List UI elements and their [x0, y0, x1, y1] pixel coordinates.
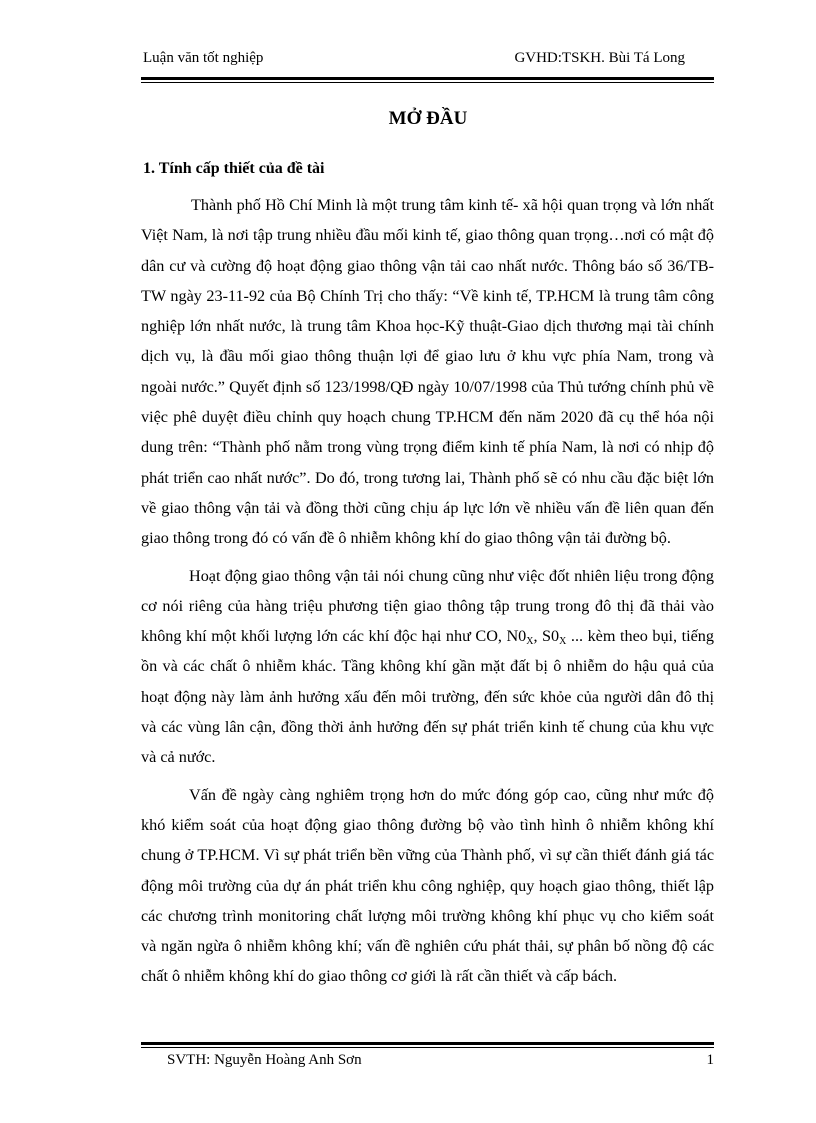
paragraph-2-part-a: Hoạt động giao thông vận tải nói chung cũng như việc đốt nhiên liệu trong động cơ nói riêng của hàng triệu phương tiện giao thông tập trung trong đô thị đã thải vào không khí một khối lượng lớn các khí độc hại như CO, N0	[141, 566, 714, 646]
header-rule	[141, 77, 714, 80]
paragraph-2-part-b: , S0	[533, 627, 560, 646]
subscript-x-1: X	[526, 636, 534, 648]
paragraph-3: Vấn đề ngày càng nghiêm trọng hơn do mức đóng góp cao, cũng như mức độ khó kiểm soát của hoạt động giao thông đường bộ vào tình hình ô nhiễm không khí chung ở TP.HCM. Vì sự phát triển bền vững của Thành phố, vì sự cần thiết đánh giá tác động môi trường của dự án phát triển khu công nghiệp, quy hoạch giao thông, thiết lập các chương trình monitoring chất lượng môi trường không khí phục vụ cho kiểm soát và ngăn ngừa ô nhiễm không khí; vấn đề nghiên cứu phát thải, sự phân bố nồng độ các chất ô nhiễm không khí do giao thông cơ giới là rất cần thiết và cấp bách.	[141, 785, 714, 986]
footer-rule-thin	[141, 1047, 714, 1048]
paragraph-1: Thành phố Hồ Chí Minh là một trung tâm kinh tế- xã hội quan trọng và lớn nhất Việt Nam, là nơi tập trung nhiều đầu mối kinh tế, giao thông quan trọng…nơi có mật độ dân cư và cường độ hoạt động giao thông vận tải cao nhất nước. Thông báo số 36/TB-TW ngày 23-11-92 của Bộ Chính Trị cho thấy: “Về kinh tế, TP.HCM là trung tâm công nghiệp lớn nhất nước, là trung tâm Khoa học-Kỹ thuật-Giao dịch thương mại tài chính dịch vụ, là đầu mối giao thông thuận lợi để giao lưu ở khu vực phía Nam, trong và ngoài nước.” Quyết định số 123/1998/QĐ ngày 10/07/1998 của Thủ tướng chính phủ về việc phê duyệt điều chỉnh quy hoạch chung TP.HCM đến năm 2020 đã cụ thể hóa nội dung trên: “Thành phố nằm trong vùng trọng điểm kinh tế phía Nam, là nơi có nhịp độ phát triển cao nhất nước”. Do đó, trong tương lai, Thành phố sẽ có nhu cầu đặc biệt lớn về giao thông vận tải và đồng thời cũng chịu áp lực lớn về nhiều vấn đề liên quan đến giao thông trong đó có vấn đề ô nhiễm không khí do giao thông vận tải đường bộ.	[141, 196, 714, 548]
paragraph-2	[141, 561, 714, 773]
page-number: 1	[706, 1052, 714, 1068]
footer-rule	[141, 1042, 714, 1045]
page-footer-left: SVTH: Nguyễn Hoàng Anh Sơn	[167, 1052, 362, 1068]
page-title: MỞ ĐẦU	[388, 108, 468, 129]
subscript-x-2: X	[559, 636, 567, 648]
page-header-right: GVHD:TSKH. Bùi Tá Long	[514, 50, 685, 66]
section-heading: 1. Tính cấp thiết của đề tài	[143, 160, 325, 177]
body-text	[141, 190, 714, 992]
paragraph-2-part-c: ... kèm theo bụi, tiếng ồn và các chất ô nhiễm khác. Tầng không khí gần mặt đất bị ô nhiễm do hậu quả của hoạt động này làm ảnh hưởng xấu đến môi trường, đến sức khỏe của người dân đô thị và các vùng lân cận, đồng thời ảnh hưởng đến sự phát triển kinh tế chung của khu vực và cả nước.	[141, 627, 714, 767]
page-header-left: Luận văn tốt nghiệp	[143, 50, 264, 66]
header-rule-thin	[141, 82, 714, 83]
